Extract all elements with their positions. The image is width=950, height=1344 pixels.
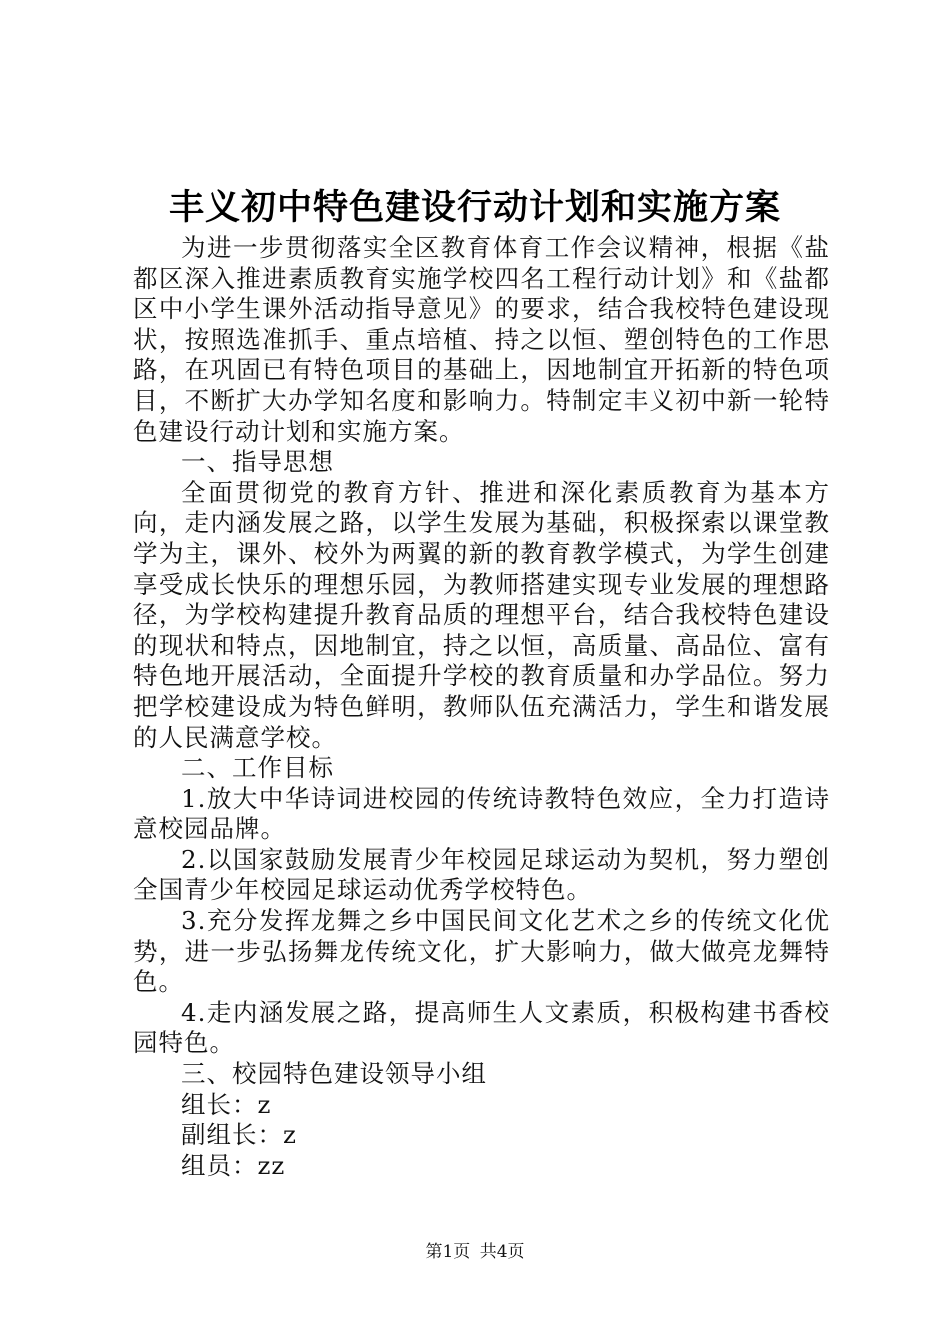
paragraph-intro: 为进一步贯彻落实全区教育体育工作会议精神，根据《盐都区深入推进素质教育实施学校四名工程行动计划》和《盐都区中小学生课外活动指导意见》的要求，结合我校特色建设现状，按照选准抓手、重点培植、持之以恒、塑创特色的工作思路，在巩固已有特色项目的基础上，因地制宜开拓新的特色项目，不断扩大办学知名度和影响力。特制定丰义初中新一轮特色建设行动计划和实施方案。 [133,233,830,446]
goal-item-4: 4.走内涵发展之路，提高师生人文素质，积极构建书香校园特色。 [133,997,830,1058]
goal-item-1: 1.放大中华诗词进校园的传统诗教特色效应，全力打造诗意校园品牌。 [133,783,830,844]
page-footer [0,1240,950,1264]
document-body [133,233,830,1181]
section-heading-work-goals: 二、工作目标 [181,753,334,783]
document-title: 丰义初中特色建设行动计划和实施方案 [168,188,781,228]
goal-item-3: 3.充分发挥龙舞之乡中国民间文化艺术之乡的传统文化优势，进一步弘扬舞龙传统文化，扩大影响力，做大做亮龙舞特色。 [133,906,830,997]
paragraph-guiding-ideology: 全面贯彻党的教育方针、推进和深化素质教育为基本方向，走内涵发展之路，以学生发展为基础，积极探索以课堂教学为主，课外、校外为两翼的新的教育教学模式，为学生创建享受成长快乐的理想乐园，为教师搭建实现专业发展的理想路径，为学校构建提升教育品质的理想平台，结合我校特色建设的现状和特点，因地制宜，持之以恒，高质量、高品位、富有特色地开展活动，全面提升学校的教育质量和办学品位。努力把学校建设成为特色鲜明，教师队伍充满活力，学生和谐发展的人民满意学校。 [133,477,830,752]
section-heading-guiding-ideology: 一、指导思想 [181,447,334,477]
page-total: 共4页 [479,1242,525,1262]
deputy-leader-line: 副组长：z [181,1120,297,1150]
page-number: 第1页 [425,1242,471,1262]
section-heading-leadership-group: 三、校园特色建设领导小组 [181,1059,487,1089]
leader-line: 组长：z [181,1089,272,1119]
goal-item-2: 2.以国家鼓励发展青少年校园足球运动为契机，努力塑创全国青少年校园足球运动优秀学校特色。 [133,844,830,905]
members-line: 组员：zz [181,1150,286,1180]
